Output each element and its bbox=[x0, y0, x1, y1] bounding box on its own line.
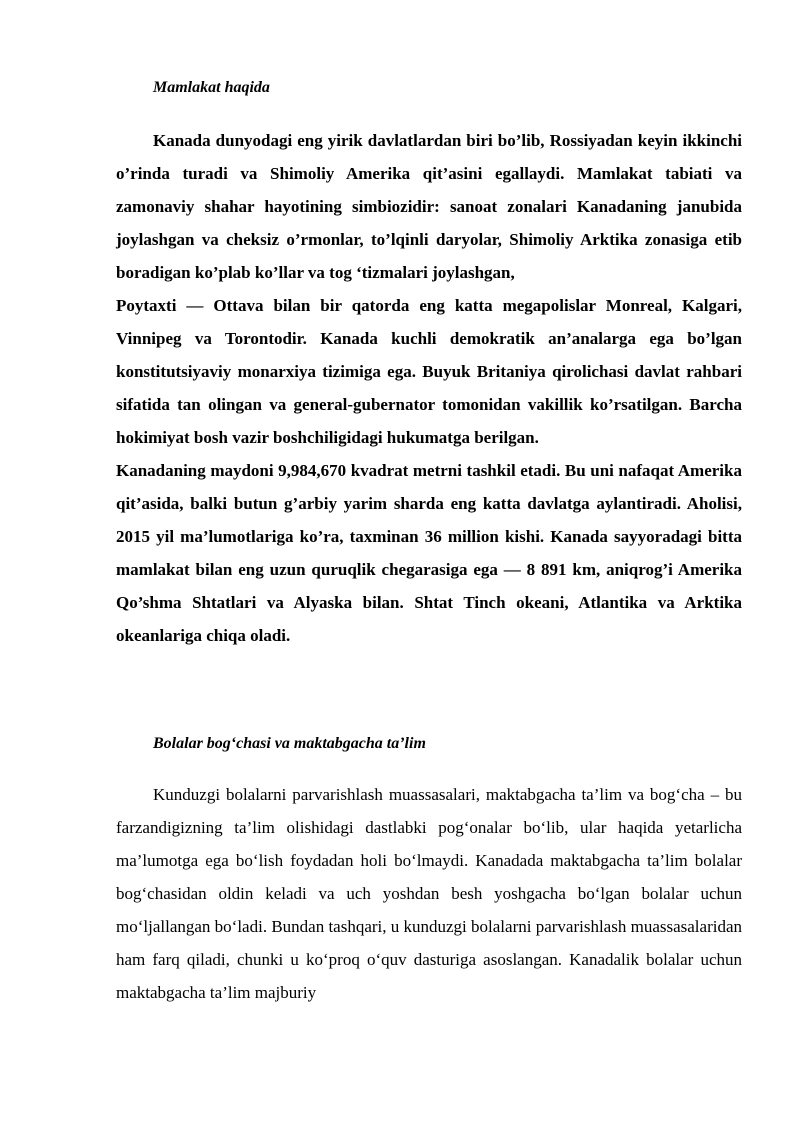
paragraph-area-population: Kanadaning maydoni 9,984,670 kvadrat metrni tashkil etadi. Bu uni nafaqat Amerika qit’asida, balki butun g’arbiy yarim sharda eng katta davlatga aylantiradi. Aholisi, 2015 yil ma’lumotlariga ko’ra, taxminan 36 million kishi. Kanada sayyoradagi bitta mamlakat bilan eng uzun quruqlik chegarasiga ega — 8 891 km, aniqrog’i Amerika Qo’shma Shtatlari va Alyaska bilan. Shtat Tinch okeani, Atlantika va Arktika okeanlariga chiqa oladi. bbox=[116, 461, 742, 645]
paragraph-overview: Kanada dunyodagi eng yirik davlatlardan biri bo’lib, Rossiyadan keyin ikkinchi o’rinda turadi va Shimoliy Amerika qit’asini egallaydi. Mamlakat tabiati va zamonaviy shahar hayotining simbiozidir: sanoat zonalari Kanadaning janubida joylashgan va cheksiz o’rmonlar, to’lqinli daryolar, Shimoliy Arktika zonasiga etib boradigan ko’plab ko’llar va tog ‘tizmalari joylashgan, bbox=[116, 131, 742, 282]
section-heading-kindergarten: Bolalar bog‘chasi va maktabgacha ta’lim bbox=[153, 735, 426, 752]
section-body-kindergarten bbox=[116, 778, 742, 1009]
section-body-about-country bbox=[116, 124, 742, 652]
section-heading-about-country: Mamlakat haqida bbox=[153, 79, 270, 96]
paragraph-preschool: Kunduzgi bolalarni parvarishlash muassasalari, maktabgacha ta’lim va bog‘cha – bu farzandigizning ta’lim olishidagi dastlabki pog‘onalar bo‘lib, ular haqida yetarlicha ma’lumotga ega bo‘lish foydadan holi bo‘lmaydi. Kanadada maktabgacha ta’lim bolalar bog‘chasidan oldin keladi va uch yoshdan besh yoshgacha bo‘lgan bolalar uchun mo‘ljallangan bo‘ladi. Bundan tashqari, u kunduzgi bolalarni parvarishlash muassasalaridan ham farq qiladi, chunki u ko‘proq o‘quv dasturiga asoslangan. Kanadalik bolalar uchun maktabgacha ta’lim majburiy bbox=[116, 785, 742, 1002]
paragraph-capital-government: Poytaxti — Ottava bilan bir qatorda eng katta megapolislar Monreal, Kalgari, Vinnipeg va Torontodir. Kanada kuchli demokratik an’analarga ega bo’lgan konstitutsiyaviy monarxiya tizimiga ega. Buyuk Britaniya qirolichasi davlat rahbari sifatida tan olingan va general-gubernator tomonidan vakillik ko’rsatilgan. Barcha hokimiyat bosh vazir boshchiligidagi hukumatga berilgan. bbox=[116, 296, 742, 447]
